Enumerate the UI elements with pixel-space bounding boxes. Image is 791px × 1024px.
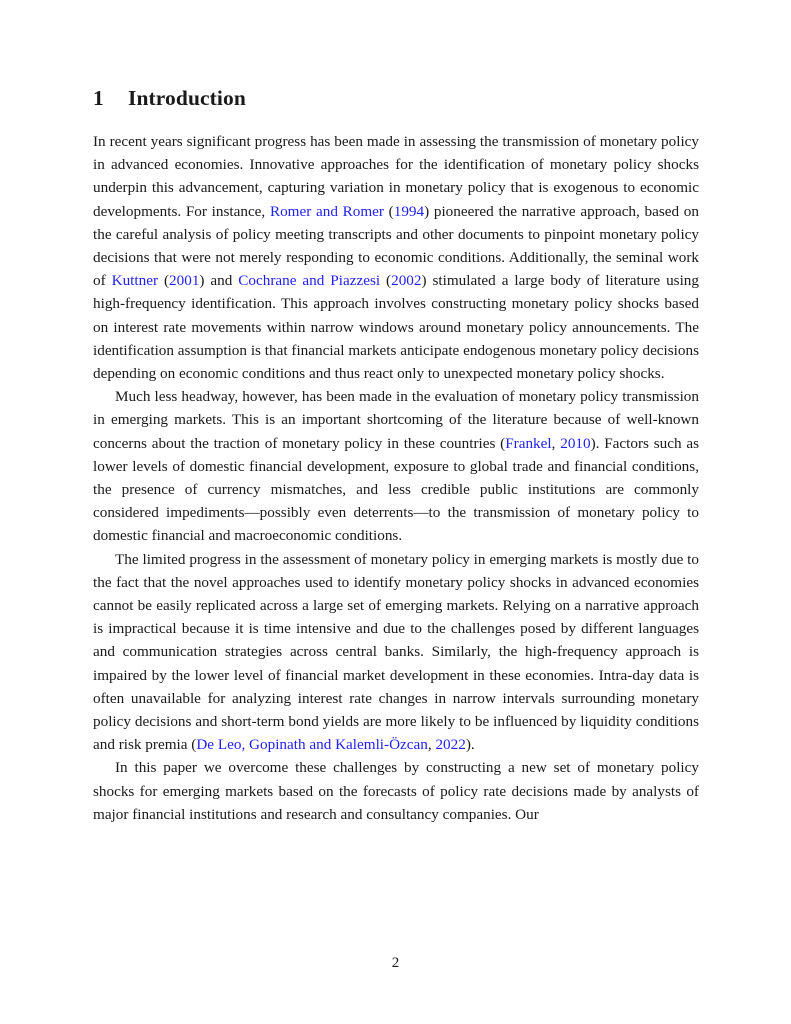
- paragraph-text: Much less headway, however, has been made in the evaluation of monetary policy transmission in emerging markets. This is an important shortcoming of the literature because of well-known concerns about the traction of monetary policy in these countries (: [93, 388, 699, 452]
- paragraph-text: (: [158, 272, 170, 290]
- paragraph-text: ).: [465, 736, 475, 754]
- citation-link[interactable]: Kuttner: [111, 272, 159, 290]
- paragraph-text: ,: [427, 736, 436, 754]
- paragraph: [93, 130, 699, 385]
- citation-link[interactable]: Cochrane and Piazzesi: [238, 272, 381, 290]
- citation-link[interactable]: 2010: [560, 434, 591, 452]
- citation-link[interactable]: Frankel: [505, 434, 552, 452]
- citation-link[interactable]: 1994: [393, 202, 425, 220]
- citation-link[interactable]: 2001: [169, 272, 200, 290]
- page-number: 2: [391, 955, 400, 971]
- citation-link[interactable]: 2002: [391, 272, 422, 290]
- paragraph-text: ,: [551, 434, 561, 452]
- paragraph-text: In recent years significant progress has been made in assessing the transmission of monetary policy in advanced economies. Innovative approaches for the identification of monetary policy shocks underpin this advancement, capturing variation in monetary policy that is exogenous to economic developments. For instance,: [93, 133, 699, 220]
- citation-link[interactable]: 2022: [435, 736, 466, 754]
- paragraph-text: (: [383, 202, 394, 220]
- paragraph: [93, 756, 699, 826]
- page-body: [93, 86, 699, 826]
- paragraph-text: ) pioneered the narrative approach, based on the careful analysis of policy meeting transcripts and other documents to pinpoint monetary policy decisions that were not merely responding to economic conditions. Additionally, the seminal work of: [93, 202, 699, 290]
- section-title: Introduction: [128, 86, 246, 110]
- paragraph-text: The limited progress in the assessment of monetary policy in emerging markets is mostly due to the fact that the novel approaches used to identify monetary policy shocks in advanced economies cannot be easily replicated across a large set of emerging markets. Relying on a narrative approach is impractical because it is time intensive and due to the challenges posed by different languages and communication strategies across central banks. Similarly, the high-frequency approach is impaired by the lower level of financial market development in these economies. Intra-day data is often unavailable for analyzing interest rate changes in narrow intervals surrounding monetary policy decisions and short-term bond yields are more likely to be influenced by liquidity conditions and risk premia (: [93, 550, 699, 754]
- paragraph-text: (: [380, 272, 392, 290]
- section-heading: [93, 86, 699, 111]
- paragraph-text: ). Factors such as lower levels of domestic financial development, exposure to global trade and financial conditions, the presence of currency mismatches, and less credible public institutions are commonly considered impediments—possibly even deterrents—to the transmission of monetary policy to domestic financial and macroeconomic conditions.: [93, 434, 700, 545]
- citation-link[interactable]: De Leo, Gopinath and Kalemli-Özcan: [196, 736, 428, 754]
- paragraph-text: ) and: [199, 272, 239, 290]
- paragraph-text: In this paper we overcome these challenges by constructing a new set of monetary policy shocks for emerging markets based on the forecasts of policy rate decisions made by analysts of major financial institutions and research and consultancy companies. Our: [93, 759, 699, 823]
- citation-link[interactable]: Romer and Romer: [269, 202, 384, 220]
- paragraph: [93, 548, 699, 757]
- paragraph: [93, 385, 699, 547]
- paragraph-text: ) stimulated a large body of literature using high-frequency identification. This approach involves constructing monetary policy shocks based on interest rate movements within narrow windows around monetary policy announcements. The identification assumption is that financial markets anticipate endogenous monetary policy decisions depending on economic conditions and thus react only to unexpected monetary policy shocks.: [93, 272, 699, 383]
- section-number: 1: [93, 86, 104, 110]
